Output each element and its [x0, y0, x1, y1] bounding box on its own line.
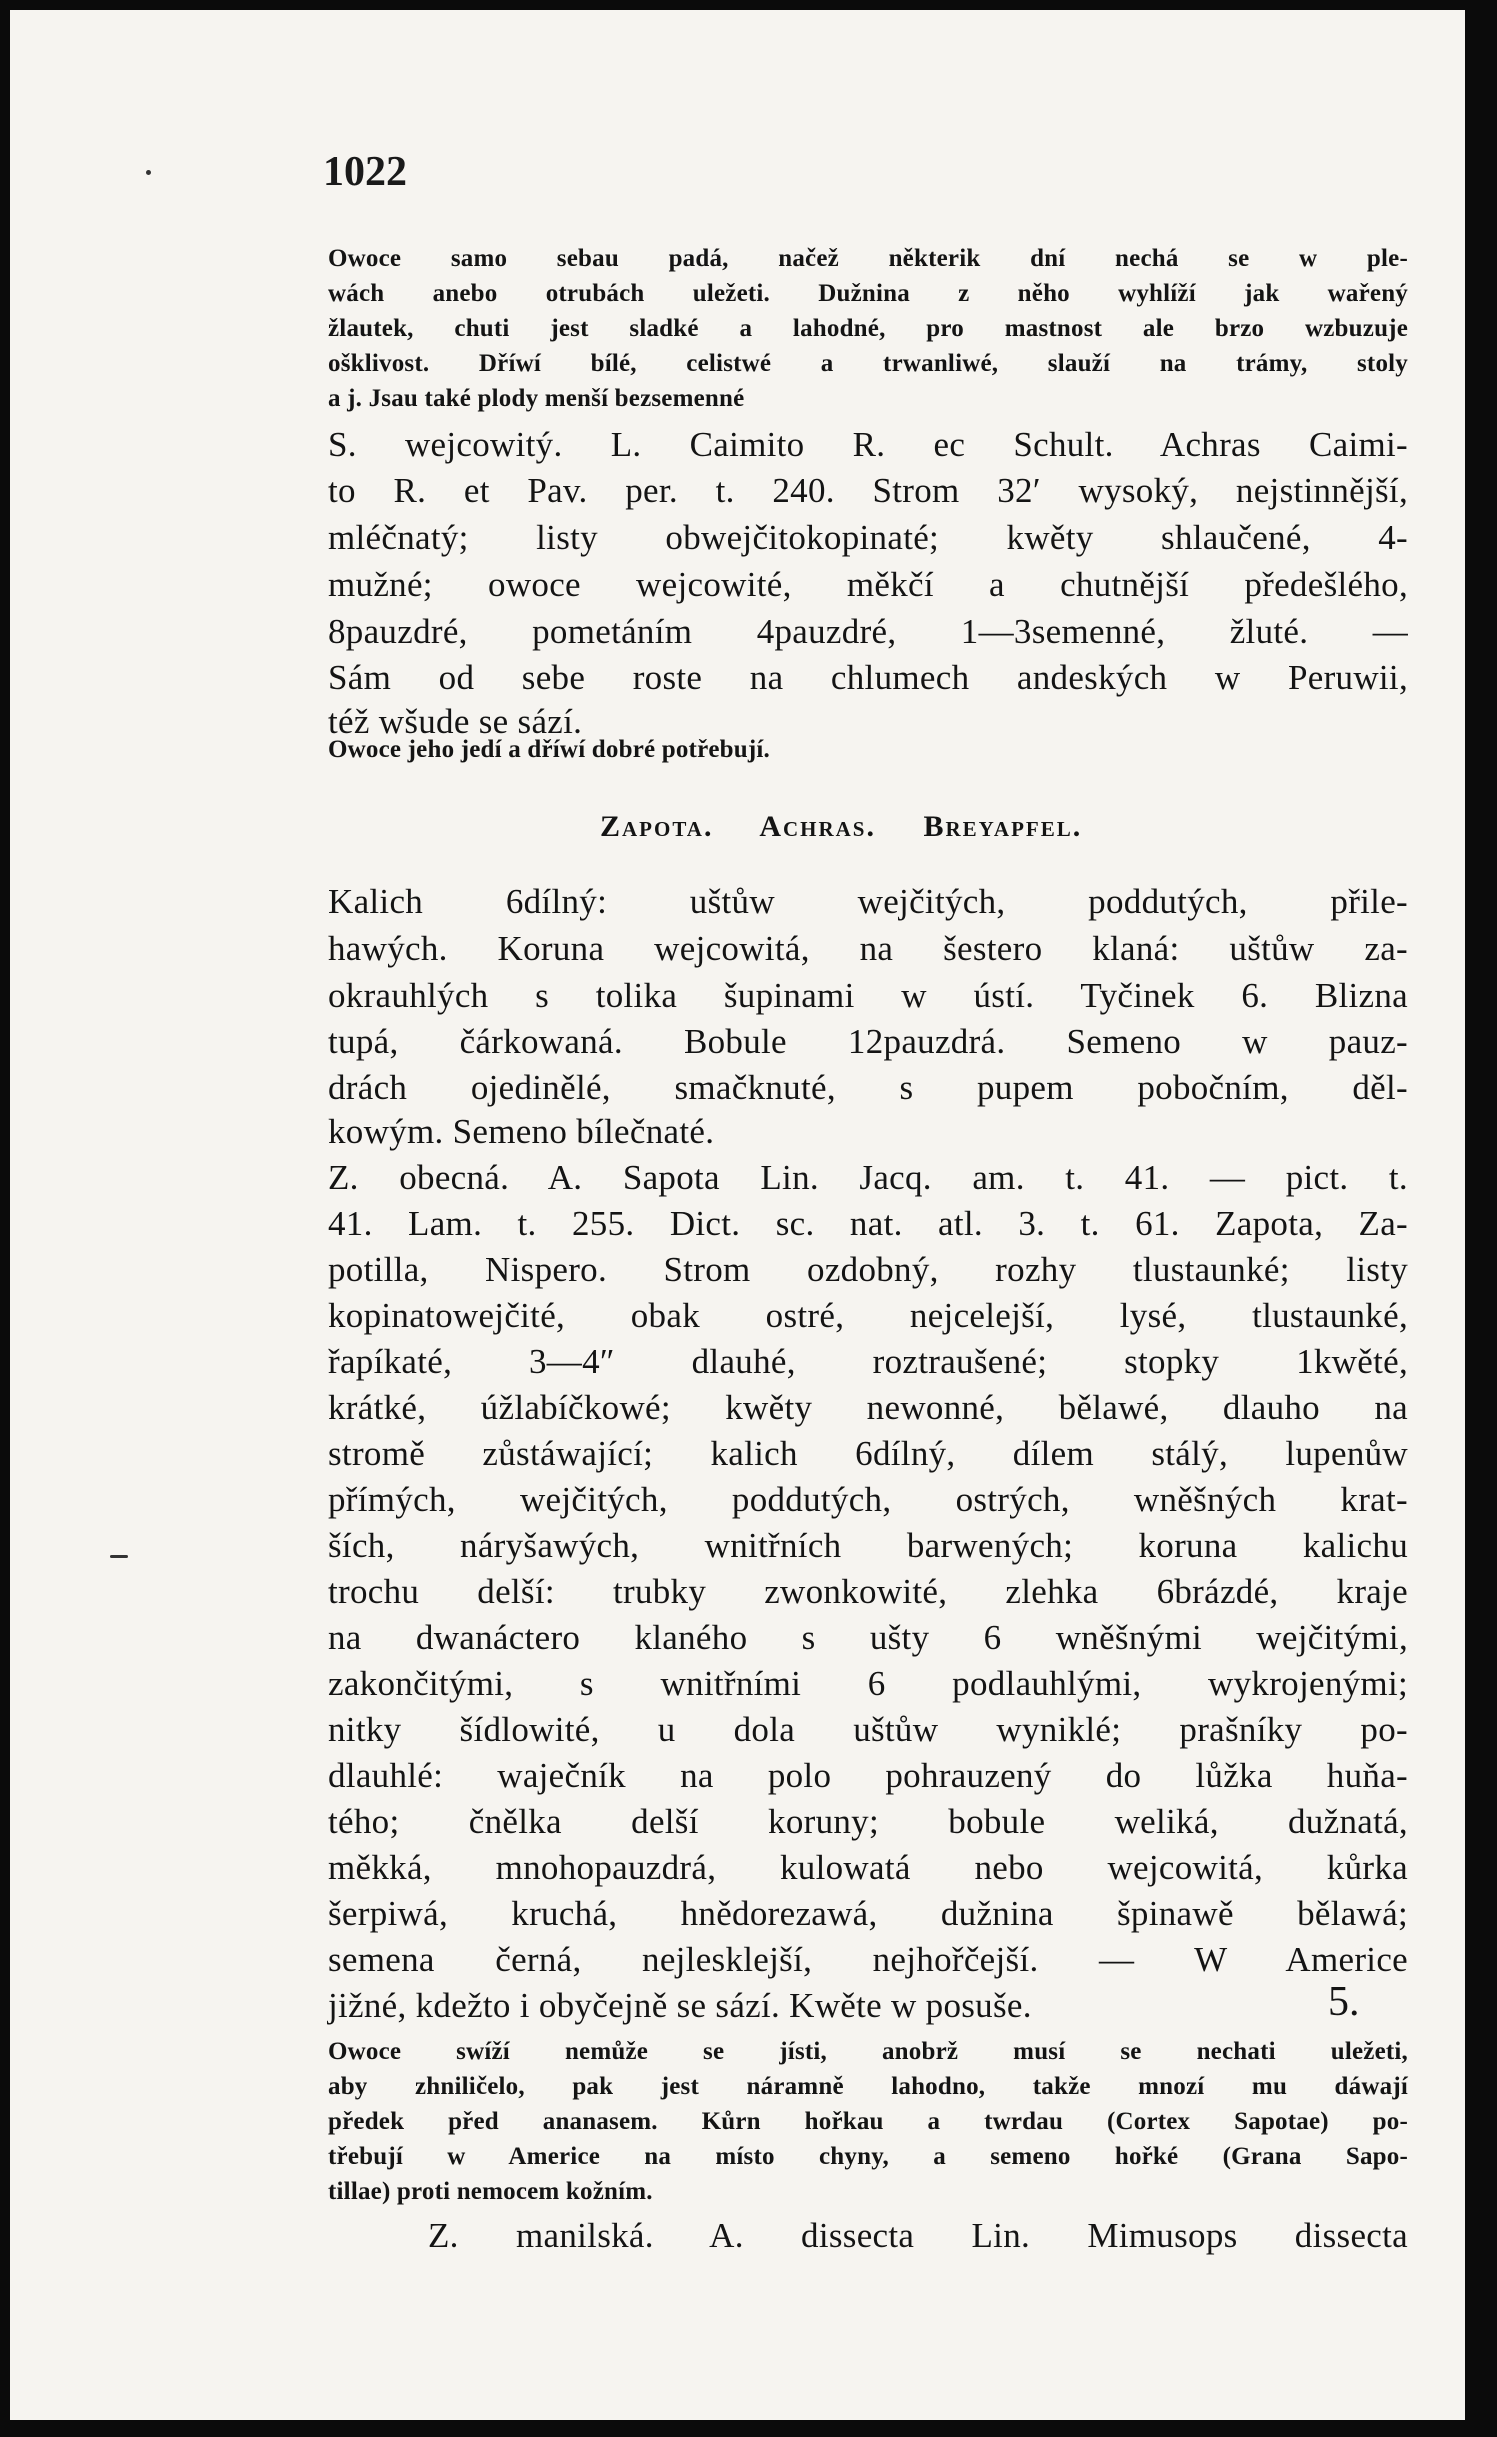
- text-line: též wšude se sází.: [328, 702, 583, 741]
- text-line: mužné; owoce wejcowité, měkčí a chutnější předešlého,: [328, 565, 1408, 604]
- text-line: okrauhlých s tolika šupinami w ústí. Tyčinek 6. Blizna: [328, 976, 1408, 1015]
- book-page: [10, 10, 1465, 2420]
- text-line: šerpiwá, kruchá, hnědorezawá, dužnina špinawě bělawá;: [328, 1894, 1408, 1933]
- paper-speck: [146, 170, 151, 175]
- text-line: Z. obecná. A. Sapota Lin. Jacq. am. t. 41. — pict. t.: [328, 1158, 1408, 1197]
- text-line: nitky šídlowité, u dola uštůw wyniklé; prašníky po-: [328, 1710, 1408, 1749]
- text-line: tupá, čárkowaná. Bobule 12pauzdrá. Semeno w pauz-: [328, 1022, 1408, 1061]
- heading-breyapfel: Breyapfel.: [923, 810, 1083, 843]
- text-line: žlautek, chuti jest sladké a lahodné, pro mastnost ale brzo wzbuzuje: [328, 315, 1408, 342]
- text-line: 8pauzdré, pometáním 4pauzdré, 1—3semenné, žluté. —: [328, 612, 1408, 651]
- text-line: dlauhlé: waječník na polo pohrauzený do lůžka huňa-: [328, 1756, 1408, 1795]
- text-line: předek před ananasem. Kůrn hořkau a twrdau (Cortex Sapotae) po-: [328, 2108, 1408, 2135]
- text-line: Sám od sebe roste na chlumech andeských w Peruwii,: [328, 658, 1408, 697]
- text-line: tého; čnělka delší koruny; bobule weliká, dužnatá,: [328, 1802, 1408, 1841]
- text-line: Kalich 6dílný: uštůw wejčitých, poddutých, přile-: [328, 882, 1408, 921]
- text-line: třebují w Americe na místo chyny, a semeno hořké (Grana Sapo-: [328, 2143, 1408, 2170]
- text-line: přímých, wejčitých, poddutých, ostrých, wněšných krat-: [328, 1480, 1408, 1519]
- text-line: kowým. Semeno bílečnaté.: [328, 1112, 715, 1151]
- text-line: mléčnatý; listy obwejčitokopinaté; kwěty shlaučené, 4-: [328, 518, 1408, 557]
- text-line: jižné, kdežto i obyčejně se sází. Kwěte w posuše.: [328, 1986, 1032, 2025]
- text-line: Owoce samo sebau padá, načež některik dní nechá se w ple-: [328, 245, 1408, 272]
- text-line: na dwanáctero klaného s ušty 6 wněšnými wejčitými,: [328, 1618, 1408, 1657]
- text-line: semena černá, nejlesklejší, nejhořčejší. — W Americe: [328, 1940, 1408, 1979]
- text-line: 41. Lam. t. 255. Dict. sc. nat. atl. 3. t. 61. Zapota, Za-: [328, 1204, 1408, 1243]
- text-line: ších, náryšawých, wnitřních barwených; koruna kalichu: [328, 1526, 1408, 1565]
- text-line: tillae) proti nemocem kožním.: [328, 2178, 653, 2205]
- text-line: to R. et Pav. per. t. 240. Strom 32′ wysoký, nejstinnější,: [328, 471, 1408, 510]
- genus-heading: [600, 810, 1120, 844]
- heading-achras: Achras.: [759, 810, 876, 843]
- paper-speck: [110, 1555, 128, 1558]
- text-line: měkká, mnohopauzdrá, kulowatá nebo wejcowitá, kůrka: [328, 1848, 1408, 1887]
- heading-zapota: Zapota.: [600, 810, 714, 843]
- text-line: aby zhniličelo, pak jest náramně lahodno, takže mnozí mu dáwají: [328, 2073, 1408, 2100]
- text-line: wách anebo otrubách uležeti. Dužnina z něho wyhlíží jak wařený: [328, 280, 1408, 307]
- text-line: a j. Jsau také plody menší bezsemenné: [328, 385, 745, 412]
- text-line: ošklivost. Dříwí bílé, celistwé a trwanliwé, slauží na trámy, stoly: [328, 350, 1408, 377]
- text-line: řapíkaté, 3—4″ dlauhé, roztraušené; stopky 1kwěté,: [328, 1342, 1408, 1381]
- text-line: S. wejcowitý. L. Caimito R. ec Schult. Achras Caimi-: [328, 425, 1408, 464]
- text-line: Owoce jeho jedí a dříwí dobré potřebují.: [328, 736, 770, 763]
- text-line: trochu delší: trubky zwonkowité, zlehka 6brázdé, kraje: [328, 1572, 1408, 1611]
- text-line: krátké, úžlabíčkowé; kwěty newonné, bělawé, dlauho na: [328, 1388, 1408, 1427]
- text-line: potilla, Nispero. Strom ozdobný, rozhy tlustaunké; listy: [328, 1250, 1408, 1289]
- handwritten-figure: 5.: [1328, 1979, 1360, 2025]
- text-line: zakončitými, s wnitřními 6 podlauhlými, wykrojenými;: [328, 1664, 1408, 1703]
- text-line: Owoce swíží nemůže se jísti, anobrž musí se nechati uležeti,: [328, 2038, 1408, 2065]
- page-number: 1022: [323, 149, 407, 195]
- text-line: Z. manilská. A. dissecta Lin. Mimusops dissecta: [428, 2216, 1408, 2255]
- text-line: kopinatowejčité, obak ostré, nejcelejší, lysé, tlustaunké,: [328, 1296, 1408, 1335]
- text-line: stromě zůstáwající; kalich 6dílný, dílem stálý, lupenůw: [328, 1434, 1408, 1473]
- text-line: hawých. Koruna wejcowitá, na šestero klaná: uštůw za-: [328, 929, 1408, 968]
- text-line: drách ojedinělé, smačknuté, s pupem pobočním, děl-: [328, 1068, 1408, 1107]
